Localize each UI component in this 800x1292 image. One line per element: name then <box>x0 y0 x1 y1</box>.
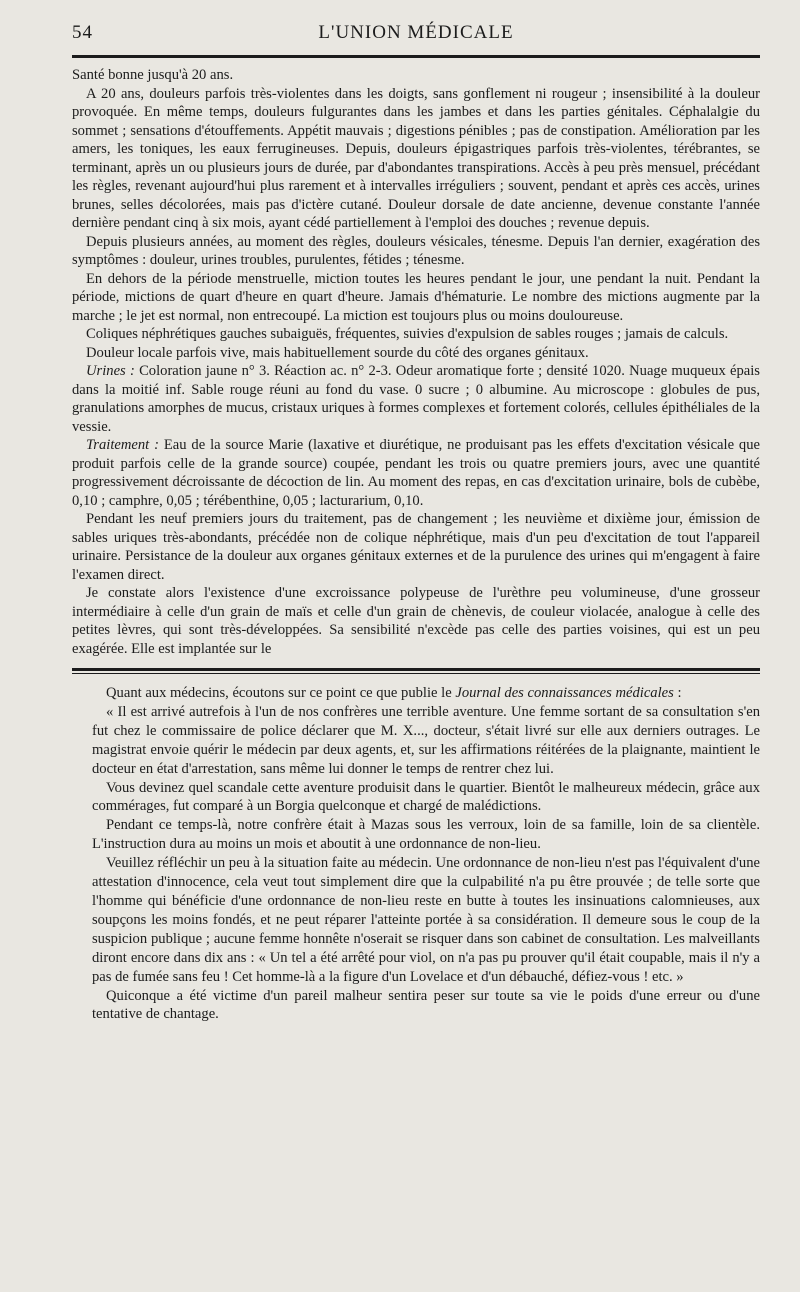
paragraph: Quiconque a été victime d'un pareil malheur sentira peser sur toute sa vie le poids d'une erreur ou d'une tentative de chantage. <box>92 987 760 1023</box>
paragraph: Quant aux médecins, écoutons sur ce point ce que publie le Journal des connaissances médicales : <box>106 685 682 701</box>
feuilleton-section <box>72 684 760 1024</box>
paragraph: Pendant les neuf premiers jours du traitement, pas de changement ; les neuvième et dixième jour, émission de sables uriques très-abondants, précédée non de colique néphrétique, mais d'un peu d'excitation de tout l'appareil urinaire. Persistance de la douleur aux organes génitaux externes et de la purulence des urines qui m'engagent à faire l'examen direct. <box>72 511 760 583</box>
page-number: 54 <box>72 22 93 43</box>
header-rule <box>72 55 760 58</box>
paragraph: Santé bonne jusqu'à 20 ans. <box>72 67 234 83</box>
clinical-case-section <box>72 66 760 658</box>
page-header <box>72 22 760 52</box>
urines-label: Urines : <box>86 363 135 379</box>
paragraph: Je constate alors l'existence d'une excroissance polypeuse de l'urèthre peu volumineuse, d'une grosseur intermédiaire à celle d'un grain de maïs et celle d'un grain de chènevis, de couleur violacée, analogue à celle des petites lèvres, qui sont très-développées. Sa sensibilité n'excède pas celle des parties voisines, qui est un peu exagérée. Elle est implantée sur le <box>72 585 760 657</box>
paragraph: « Il est arrivé autrefois à l'un de nos confrères une terrible aventure. Une femme sortant de sa consultation s'en fut chez le commissaire de police déclarer que M. X..., docteur, s'était livré sur elle aux derniers outrages. Le magistrat envoie quérir le médecin par deux agents, et, sur les affirmations réitérées de la plaignante, maintient le docteur en état d'arrestation, sans même lui donner le temps de rentrer chez lui. <box>92 703 760 777</box>
section-divider <box>72 668 760 674</box>
paragraph: Depuis plusieurs années, au moment des règles, douleurs vésicales, ténesme. Depuis l'an dernier, exagération des symptômes : douleur, urines troubles, purulentes, fétides ; ténesme. <box>72 233 760 268</box>
paragraph: Pendant ce temps-là, notre confrère était à Mazas sous les verroux, loin de sa famille, loin de sa clientèle. L'instruction dura au moins un mois et aboutit à une ordonnance de non-lieu. <box>92 817 760 853</box>
paragraph: Coliques néphrétiques gauches subaiguës, fréquentes, suivies d'expulsion de sables rouges ; jamais de calculs. <box>86 326 729 342</box>
paragraph: A 20 ans, douleurs parfois très-violentes dans les doigts, sans gonflement ni rougeur ; insensibilité à la douleur provoquée. En même temps, douleurs fulgurantes dans les jambes et dans les parties génitales. Céphalalgie du sommet ; sensations d'étouffements. Appétit mauvais ; digestions pénibles ; pas de constipation. Amélioration par les amers, les toniques, les eaux ferrugineuses. Depuis, douleurs épigastriques parfois très-violentes, térébrantes, se terminant, après un ou plusieurs jours de durée, par d'abondantes transpirations. Accès à peu près mensuel, précédant les règles, revenant aujourd'hui plus rarement et à intervalles irréguliers ; souvent, pendant et après ces accès, urines brunes, selles décolorées, mais pas d'ictère cutané. Douleur dorsale de date ancienne, devenue constante l'année dernière pendant cinq à six mois, ayant cédé partiellement à l'emploi des douches ; revenue depuis. <box>72 85 760 231</box>
paragraph: Veuillez réfléchir un peu à la situation faite au médecin. Une ordonnance de non-lieu n'est pas l'équivalent d'une attestation d'innocence, cela veut tout simplement dire que la culpabilité n'a pu être prouvée ; de telle sorte que l'homme qui bénéficie d'une ordonnance de non-lieu reste en butte à toutes les insinuations calomnieuses, aux soupçons les moins fondés, et ne peut réparer l'atteinte portée à sa considération. Il demeure sous le coup de la suspicion publique ; aucune femme honnête n'oserait se risquer dans son cabinet de consultation. Les malveillants diront encore dans dix ans : « Un tel a été arrêté pour viol, on n'a pas pu prouver qu'il était coupable, mais il n'y a pas de fumée sans feu ! Cet homme-là a la figure d'un Lovelace et d'un débauché, défiez-vous ! etc. » <box>92 855 760 985</box>
paragraph: Douleur locale parfois vive, mais habituellement sourde du côté des organes génitaux. <box>86 344 589 361</box>
paragraph: Traitement : Eau de la source Marie (laxative et diurétique, ne produisant pas les effets d'excitation vésicale que produit parfois celle de la grande source) coupée, pendant les trois ou quatre premiers jours, avec une quantité progressivement décroissante de décoction de lin. Au moment des repas, en cas d'excitation urinaire, bols de cubèbe, 0,10 ; camphre, 0,05 ; térébenthine, 0,05 ; lacturarium, 0,10. <box>72 437 760 509</box>
paragraph: Urines : Coloration jaune n° 3. Réaction ac. n° 2-3. Odeur aromatique forte ; densité 1020. Nuage muqueux épais dans la moitié inf. Sable rouge réuni au fond du vase. 0 sucre ; 0 albumine. Au microscope : globules de pus, granulations amorphes de mucus, cristaux uriques à formes complexes et fortement colorés, cellules épithéliales de la vessie. <box>72 363 760 435</box>
paragraph: En dehors de la période menstruelle, miction toutes les heures pendant le jour, une pendant la nuit. Pendant la période, mictions de quart d'heure en quart d'heure. Jamais d'hématurie. Le nombre des mictions augmente par la marche ; le jet est normal, non entrecoupé. La miction est toujours plus ou moins douloureuse. <box>72 270 760 324</box>
journal-title: L'UNION MÉDICALE <box>318 22 514 43</box>
paragraph: Vous devinez quel scandale cette aventure produisit dans le quartier. Bientôt le malheureux médecin, grâce aux commérages, fut comparé à un Borgia quelconque et chargé de malédictions. <box>92 779 760 815</box>
journal-reference: Journal des connaissances médicales <box>455 685 674 701</box>
traitement-label: Traitement : <box>86 437 159 453</box>
